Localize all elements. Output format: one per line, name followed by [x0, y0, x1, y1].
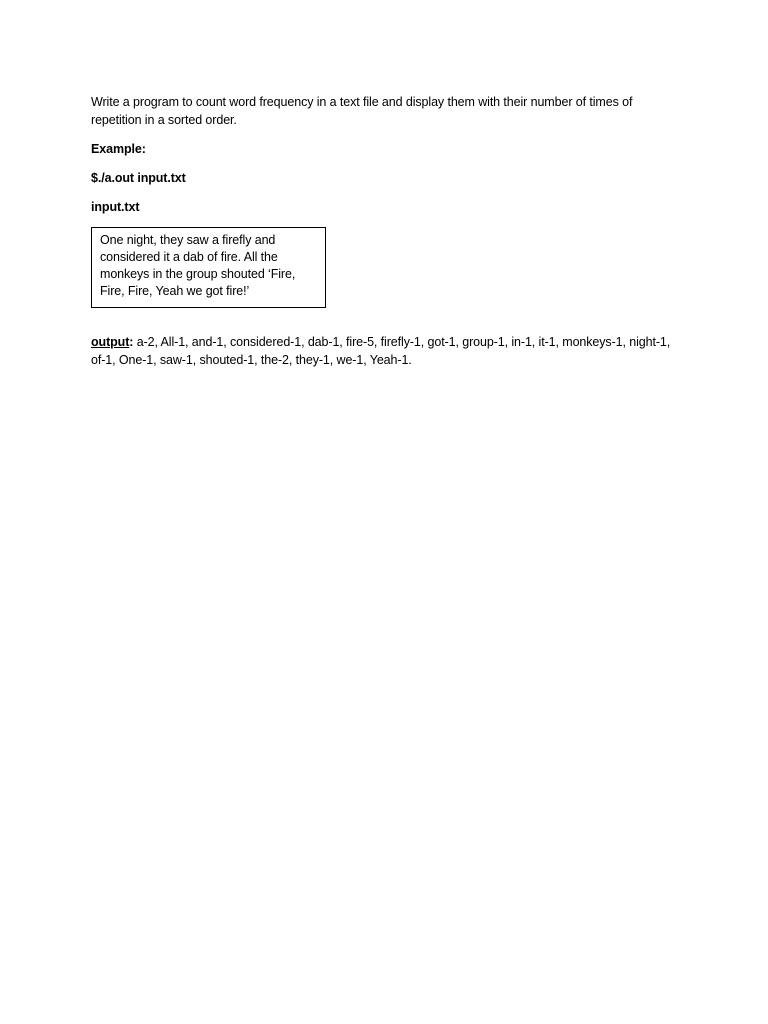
output-colon: : — [129, 335, 134, 349]
output-label: output — [91, 335, 130, 349]
input-file-contents: One night, they saw a firefly and considered it a dab of fire. All the monkeys in the group shouted ‘Fire, Fire, Fire, Yeah we got fire!’ — [100, 233, 296, 298]
document-body — [91, 93, 681, 380]
input-file-label: input.txt — [91, 200, 140, 214]
example-heading: Example: — [91, 142, 146, 156]
output-line — [91, 333, 681, 369]
command-line: $./a.out input.txt — [91, 171, 186, 185]
output-text: a-2, All-1, and-1, considered-1, dab-1, fire-5, firefly-1, got-1, group-1, in-1, it-1, monkeys-1, night-1, of-1, One-1, saw-1, shouted-1, the-2, they-1, we-1, Yeah-1. — [91, 335, 671, 367]
input-file-contents-box — [91, 227, 326, 308]
problem-statement: Write a program to count word frequency in a text file and display them with their number of times of repetition in a sorted order. — [91, 95, 633, 127]
